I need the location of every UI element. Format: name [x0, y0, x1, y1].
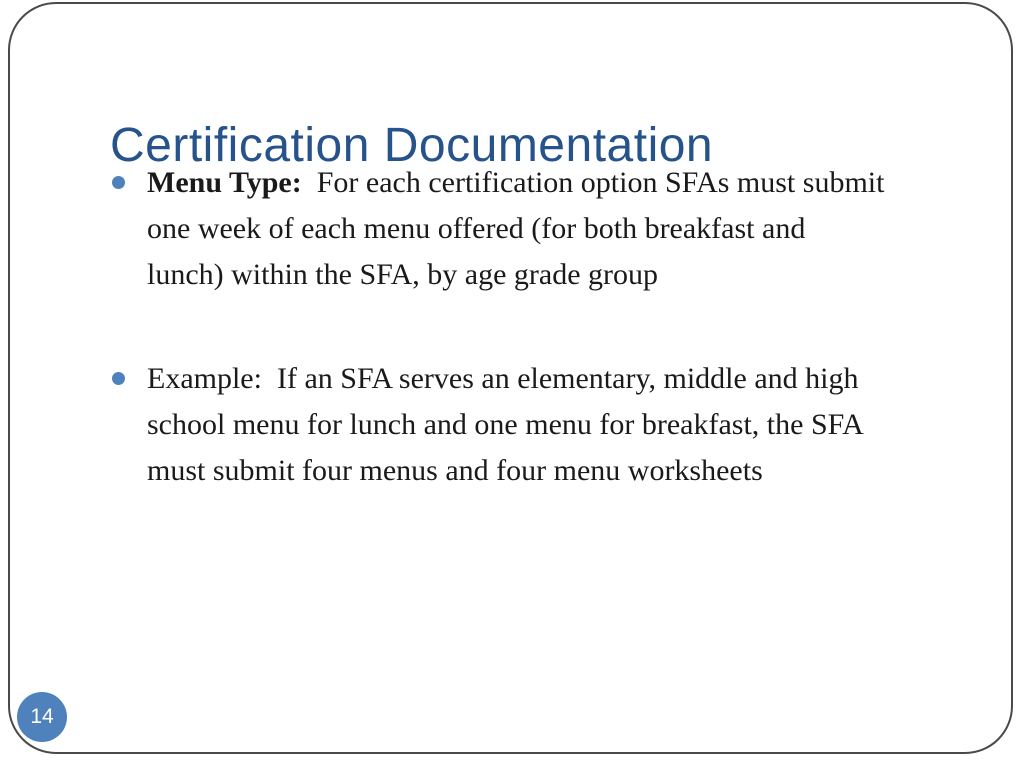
- bullet-icon: [112, 372, 125, 385]
- bullet-line: school menu for lunch and one menu for breakfast, the SFA: [147, 408, 864, 441]
- page-number-badge: [17, 692, 67, 742]
- list-item: [112, 356, 992, 494]
- bullet-lead-bold: Menu Type:: [147, 166, 302, 199]
- bullet-line-text: Example: If an SFA serves an elementary, middle and high: [147, 362, 859, 395]
- bullet-icon: [112, 176, 125, 189]
- bullet-text: [147, 356, 864, 494]
- slide-body: [112, 160, 992, 494]
- slide-title: Certification Documentation: [110, 119, 714, 173]
- bullet-line: must submit four menus and four menu worksheets: [147, 454, 763, 487]
- page-number: 14: [30, 705, 54, 728]
- bullet-line: [147, 160, 884, 206]
- list-item: [112, 160, 992, 298]
- bullet-line-text: For each certification option SFAs must submit: [301, 166, 885, 199]
- bullet-line: [147, 356, 864, 402]
- bullet-text: [147, 160, 884, 298]
- bullet-line: lunch) within the SFA, by age grade group: [147, 258, 659, 291]
- bullet-line: one week of each menu offered (for both breakfast and: [147, 212, 806, 245]
